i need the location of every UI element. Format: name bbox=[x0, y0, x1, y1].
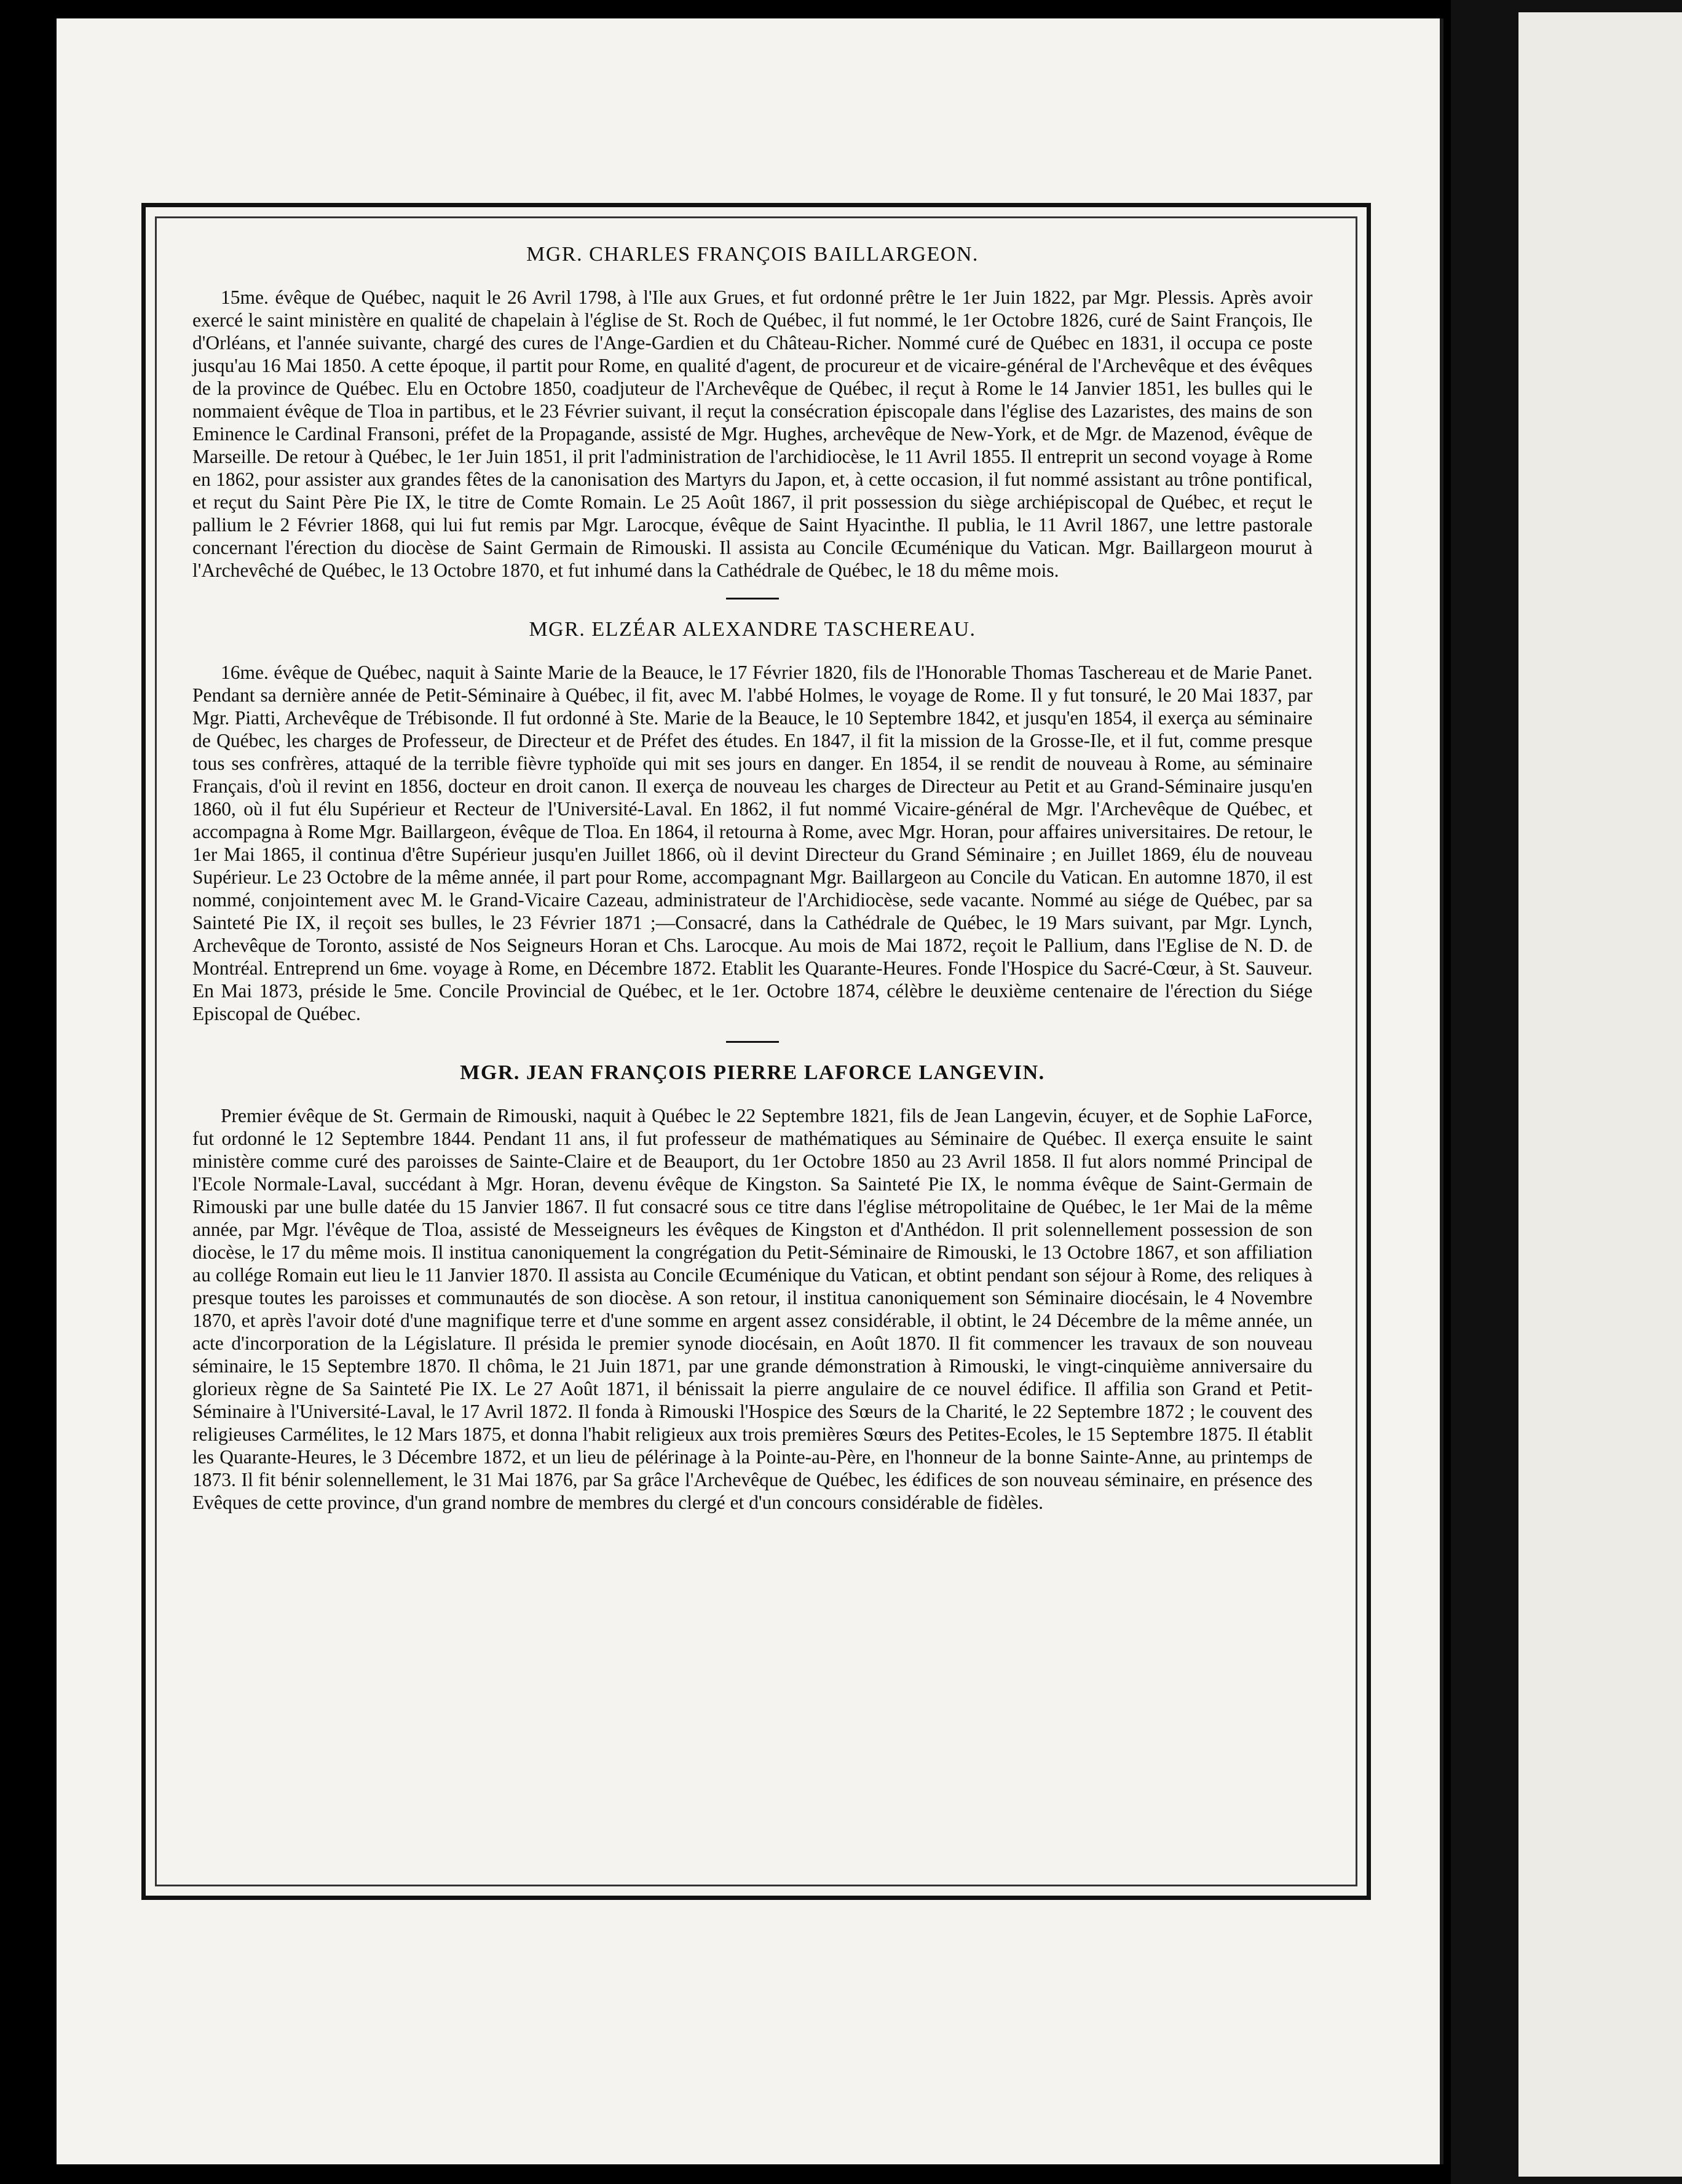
section-divider bbox=[726, 598, 779, 599]
text-frame bbox=[155, 216, 1357, 1886]
section-text: Premier évêque de St. Germain de Rimouski, naquit à Québec le 22 Septembre 1821, fils de Jean Langevin, écuyer, et de Sophie LaForce, fut ordonné le 12 Septembre 1844. Pendant 11 ans, il fut professeur de mathématiques au Séminaire de Québec. Il exerça ensuite le saint ministère comme curé des paroisses de Sainte-Claire et de Beauport, du 1er Octobre 1850 au 23 Avril 1858. Il fut alors nommé Principal de l'Ecole Normale-Laval, succédant à Mgr. Horan, devenu évêque de Kingston. Sa Sainteté Pie IX, le nomma évêque de Saint-Germain de Rimouski par une bulle datée du 15 Janvier 1867. Il fut consacré sous ce titre dans l'église métropolitaine de Québec, le 1er Mai de la même année, par Mgr. l'évêque de Tloa, assisté de Messeigneurs les évêques de Kingston et d'Anthédon. Il prit solennellement possession de son diocèse, le 17 du même mois. Il institua canoniquement la congrégation du Petit-Séminaire de Rimouski, le 13 Octobre 1867, et son affiliation au collége Romain eut lieu le 11 Janvier 1870. Il assista au Concile Œcuménique du Vatican, et obtint pendant son séjour à Rome, des reliques à presque toutes les paroisses et communautés de son diocèse. A son retour, il institua canoniquement son Séminaire diocésain, le 4 Novembre 1870, et après l'avoir doté d'une magnifique terre et d'une somme en argent assez considérable, il obtint, le 24 Décembre de la même année, un acte d'incorporation de la Législature. Il présida le premier synode diocésain, en Août 1870. Il fit commencer les travaux de son nouveau séminaire, le 15 Septembre 1870. Il chôma, le 21 Juin 1871, par une grande démonstration à Rimouski, le vingt-cinquième anniversaire du glorieux règne de Sa Sainteté Pie IX. Le 27 Août 1871, il bénissait la pierre angulaire de ce nouvel édifice. Il affilia son Grand et Petit-Séminaire à l'Université-Laval, le 17 Avril 1872. Il fonda à Rimouski l'Hospice des Sœurs de la Charité, le 22 Septembre 1872 ; le couvent des religieuses Carmélites, le 12 Mars 1875, et donna l'habit religieux aux trois premières Sœurs des Petites-Ecoles, le 15 Septembre 1875. Il établit les Quarante-Heures, le 3 Décembre 1872, et un lieu de pélérinage à la Pointe-au-Père, en l'honneur de la bonne Sainte-Anne, au printemps de 1873. Il fit bénir solennellement, le 31 Mai 1876, par Sa grâce l'Archevêque de Québec, les édifices de son nouveau séminaire, en présence des Evêques de cette province, d'un grand nombre de membres du clergé et d'un concours considérable de fidèles. bbox=[192, 1105, 1313, 1513]
section-text: 15me. évêque de Québec, naquit le 26 Avril 1798, à l'Ile aux Grues, et fut ordonné prêtre le 1er Juin 1822, par Mgr. Plessis. Après avoir exercé le saint ministère en qualité de chapelain à l'église de St. Roch de Québec, il fut nommé, le 1er Octobre 1826, curé de Saint François, Ile d'Orléans, et l'année suivante, chargé des cures de l'Ange-Gardien et du Château-Richer. Nommé curé de Québec en 1831, il occupa ce poste jusqu'au 16 Mai 1850. A cette époque, il partit pour Rome, en qualité d'agent, de procureur et de vicaire-général de l'Archevêque et des évêques de la province de Québec. Elu en Octobre 1850, coadjuteur de l'Archevêque de Québec, il reçut à Rome le 14 Janvier 1851, les bulles qui le nommaient évêque de Tloa in partibus, et le 23 Février suivant, il reçut la consécration épiscopale dans l'église des Lazaristes, des mains de son Eminence le Cardinal Fransoni, préfet de la Propagande, assisté de Mgr. Hughes, archevêque de New-York, et de Mgr. de Mazenod, évêque de Marseille. De retour à Québec, le 1er Juin 1851, il prit l'administration de l'archidiocèse, le 11 Avril 1855. Il entreprit un second voyage à Rome en 1862, pour assister aux grandes fêtes de la canonisation des Martyrs du Japon, et, à cette occasion, il fut nommé assistant au trône pontifical, et reçut du Saint Père Pie IX, le titre de Comte Romain. Le 25 Août 1867, il prit possession du siège archiépiscopal de Québec, et reçut le pallium le 2 Février 1868, qui lui fut remis par Mgr. Larocque, évêque de Saint Hyacinthe. Il publia, le 11 Avril 1867, une lettre pastorale concernant l'érection du diocèse de Saint Germain de Rimouski. Il assista au Concile Œcuménique du Vatican. Mgr. Baillargeon mourut à l'Archevêché de Québec, le 13 Octobre 1870, et fut inhumé dans la Cathédrale de Québec, le 18 du même mois. bbox=[192, 287, 1313, 581]
adjacent-page-edge bbox=[1518, 12, 1682, 2177]
section-title: MGR. JEAN FRANÇOIS PIERRE LAFORCE LANGEVIN. bbox=[460, 1061, 1045, 1084]
biography-taschereau bbox=[192, 618, 1313, 1025]
biography-baillargeon bbox=[192, 243, 1313, 582]
section-title: MGR. ELZÉAR ALEXANDRE TASCHEREAU. bbox=[529, 618, 976, 641]
section-title: MGR. CHARLES FRANÇOIS BAILLARGEON. bbox=[526, 243, 979, 266]
section-divider bbox=[726, 1041, 779, 1043]
section-text: 16me. évêque de Québec, naquit à Sainte Marie de la Beauce, le 17 Février 1820, fils de l'Honorable Thomas Taschereau et de Marie Panet. Pendant sa dernière année de Petit-Séminaire à Québec, il fit, avec M. l'abbé Holmes, le voyage de Rome. Il y fut tonsuré, le 20 Mai 1837, par Mgr. Piatti, Archevêque de Trébisonde. Il fut ordonné à Ste. Marie de la Beauce, le 10 Septembre 1842, et jusqu'en 1854, il exerça au séminaire de Québec, les charges de Professeur, de Directeur et de Préfet des études. En 1847, il fit la mission de la Grosse-Ile, et il fut, comme presque tous ses confrères, attaqué de la terrible fièvre typhoïde qui mit ses jours en danger. En 1854, il se rendit de nouveau à Rome, au séminaire Français, d'où il revint en 1856, docteur en droit canon. Il exerça de nouveau les charges de Directeur au Petit et au Grand-Séminaire jusqu'en 1860, où il fut élu Supérieur et Recteur de l'Université-Laval. En 1862, il fut nommé Vicaire-général de Mgr. l'Archevêque de Québec, et accompagna à Rome Mgr. Baillargeon, évêque de Tloa. En 1864, il retourna à Rome, avec Mgr. Horan, pour affaires universitaires. De retour, le 1er Mai 1865, il continua d'être Supérieur jusqu'en Juillet 1866, où il devint Directeur du Grand Séminaire ; en Juillet 1869, élu de nouveau Supérieur. Le 23 Octobre de la même année, il part pour Rome, accompagnant Mgr. Baillargeon au Concile du Vatican. En automne 1870, il est nommé, conjointement avec M. le Grand-Vicaire Cazeau, administrateur de l'Archidiocèse, sede vacante. Nommé au siége de Québec, par sa Sainteté Pie IX, il reçoit ses bulles, le 23 Février 1871 ;—Consacré, dans la Cathédrale de Québec, le 19 Mars suivant, par Mgr. Lynch, Archevêque de Toronto, assisté de Nos Seigneurs Horan et Chs. Larocque. Au mois de Mai 1872, reçoit le Pallium, dans l'Eglise de N. D. de Montréal. Entreprend un 6me. voyage à Rome, en Décembre 1872. Etablit les Quarante-Heures. Fonde l'Hospice du Sacré-Cœur, à St. Sauveur. En Mai 1873, préside le 5me. Concile Provincial de Québec, et le 1er. Octobre 1874, célèbre le deuxième centenaire de l'érection du Siége Episcopal de Québec. bbox=[192, 662, 1313, 1024]
biography-langevin bbox=[192, 1061, 1313, 1514]
